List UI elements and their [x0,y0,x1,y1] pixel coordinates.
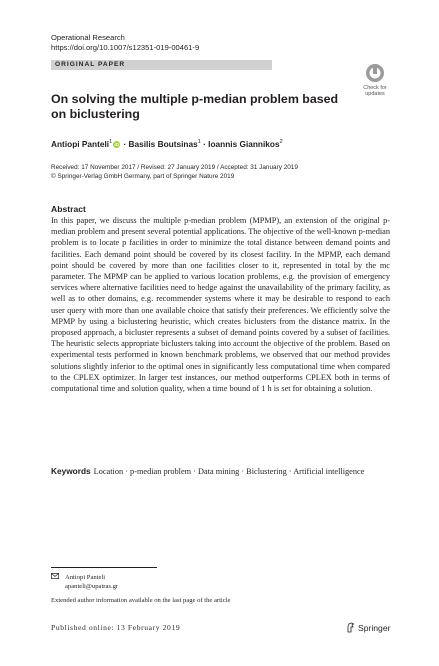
article-history [51,163,298,181]
check-updates-label-1: Check for [363,85,387,91]
orcid-icon[interactable]: iD [114,141,119,147]
check-updates-label-2: updates [365,91,385,97]
article-title: On solving the multiple p-median problem based on biclustering [51,92,339,121]
author-name[interactable]: Ioannis Giannikos [208,138,280,149]
keywords-label: Keywords [51,466,91,476]
publisher-logo [346,622,390,633]
keywords-section [51,466,390,477]
author-affiliation: 1 [197,139,201,145]
keywords-list: Location · p-median problem · Data mining · Biclustering · Artificial intelligence [93,467,365,476]
corresponding-author-name: Antiopi Panteli [65,574,106,581]
article-type-badge: ORIGINAL PAPER [51,60,272,70]
corresponding-author-email[interactable]: apanteli@upatras.gr [65,583,119,590]
author-list [51,137,283,150]
author-affiliation: 2 [279,139,283,145]
journal-name: Operational Research [51,33,125,42]
author-separator: · [200,138,209,149]
journal-header [51,33,199,53]
abstract-heading: Abstract [51,204,86,214]
author-name[interactable]: Basilis Boutsinas [128,138,198,149]
publisher-name: Springer [358,622,391,633]
doi-link[interactable]: https://doi.org/10.1007/s12351-019-00461-9 [51,43,200,52]
author-name[interactable]: Antiopi Panteli [51,138,110,149]
footnote-divider [51,567,157,568]
received-revised-accepted: Received: 17 November 2017 / Revised: 27 January 2019 / Accepted: 31 January 2019 [51,164,298,171]
abstract-body: In this paper, we discuss the multiple p-median problem (MPMP), an extension of the original p-median problem and present several potential applications. The objective of the well-known p-median problem is to locate p facilities in order to minimize the total distance between demand points and facilities. Each demand point should be covered by its closest facility. In the MPMP, each demand point should be covered by more than one facilities closer to it, represented in total by the mc parameter. The MPMP can be applied to various location problems, e.g. the provision of emergency services where alternative facilities need to hedge against the unavailability of the primary facility, as well as to other domains, e.g. recommender systems where it may be desirable to respond to each user query with more than one available choice that satisfy their preferences. We efficiently solve the MPMP by using a biclustering heuristic, which creates biclusters from the distance matrix. In the proposed approach, a bicluster represents a subset of demand points covered by a subset of facilities. The heuristic selects appropriate biclusters taking into account the objective of the problem. Based on experimental tests performed in known benchmark problems, we observed that our method provides solutions slightly inferior to the optimal ones in significantly less computational time when compared to the CPLEX optimizer. In larger test instances, our method outperforms CPLEX both in terms of computational time and solution quality, when a time bound of 1 h is set for obtaining a solution. [51,216,390,394]
author-affiliation: 1 [109,139,113,145]
published-online: Published online: 13 February 2019 [51,623,181,632]
extended-author-info: Extended author information available on the last page of the article [51,597,231,604]
springer-horse-icon [346,622,355,633]
envelope-icon [51,573,59,579]
author-separator: · [121,138,129,149]
check-for-updates-icon[interactable] [359,63,391,97]
copyright-line: © Springer-Verlag GmbH Germany, part of Springer Nature 2019 [51,173,235,180]
